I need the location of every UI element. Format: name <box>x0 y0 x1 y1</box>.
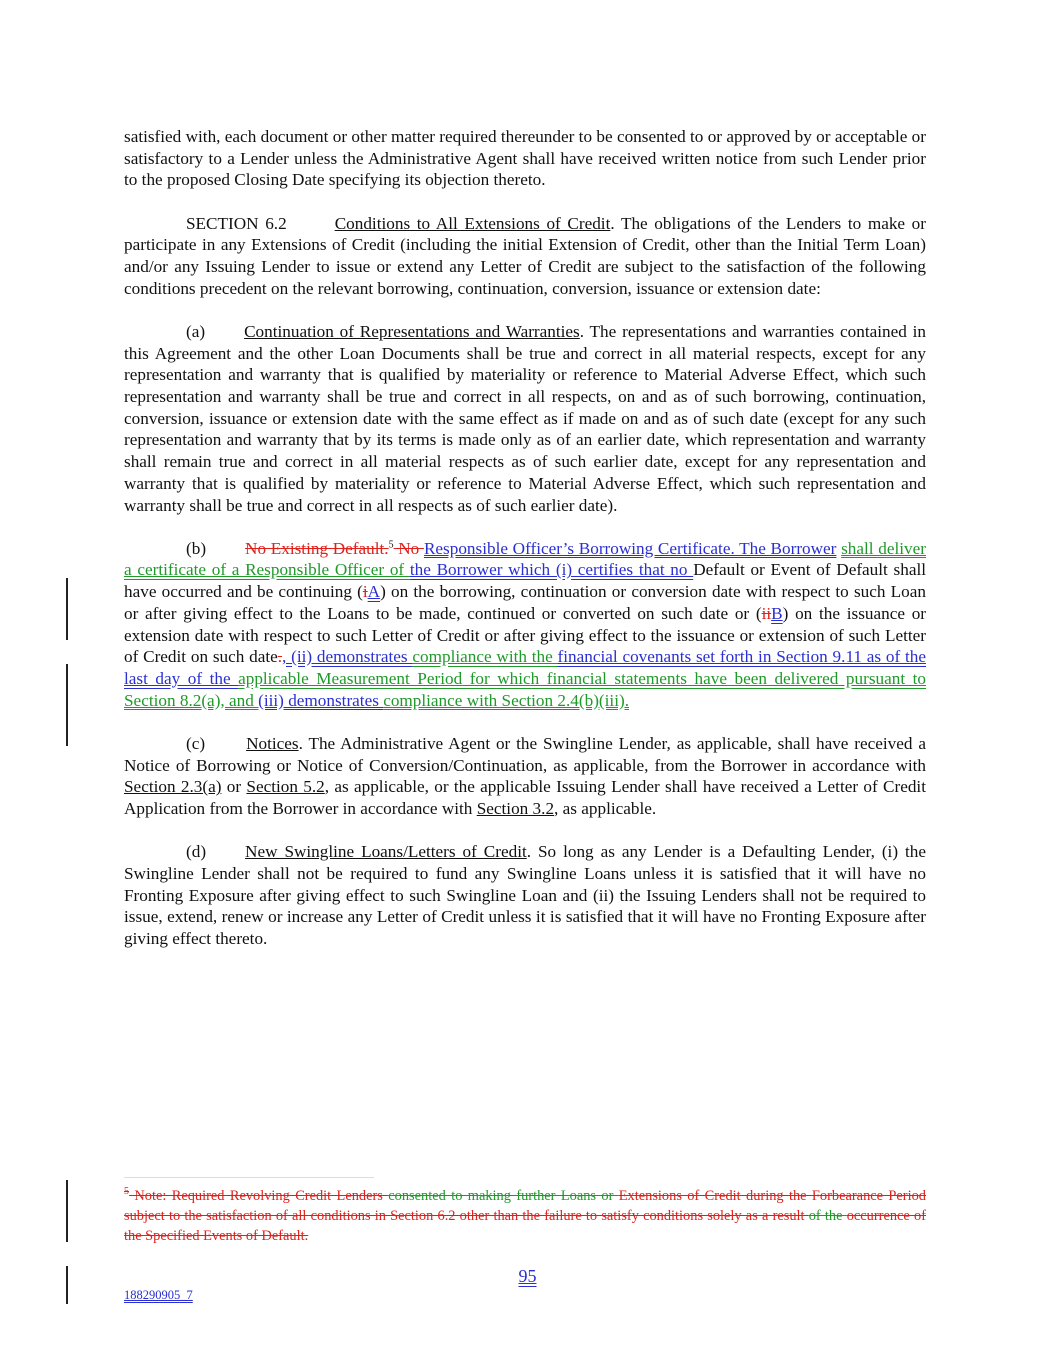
para-a-body: . The representations and warranties contained in this Agreement and the other Loan Documents shall be true and correct in all material respects, except for any representation and warranty that is qualified by materiality or reference to Material Adverse Effect, which such representation and warranty shall be true and correct in all respects, on and as of such borrowing, continuation, conversion, issuance or extension date with the same effect as if made on and as of such date (except for any such representation and warranty that by its terms is made only as of an earlier date, which representation and warranty shall remain true and correct in all material respects as of such earlier date, except for any representation and warranty that is qualified by materiality or reference to Material Adverse Effect, which such representation and warranty shall be true and correct in all respects as of such earlier date). <box>124 321 927 515</box>
change-bar <box>66 578 68 640</box>
footnote-separator <box>124 1177 374 1178</box>
inserted-B: B <box>771 603 783 623</box>
paragraph-a <box>124 321 926 516</box>
moved-text-1: shall deliver a certificate of a Responsible Officer of <box>124 538 926 580</box>
footnote-moved-2: of the <box>808 1207 847 1224</box>
para-c-heading: Notices <box>246 733 299 753</box>
moved-text-4: compliance with Section 2.4(b)(iii). <box>383 690 629 710</box>
deleted-no: No <box>393 538 424 558</box>
para-c-text-4: , as applicable. <box>554 798 657 818</box>
para-c-text-3: , as applicable, or the applicable Issuing Lender shall have received a Letter of Credit Application from the Borrower in accordance with <box>124 777 926 818</box>
para-a-heading: Continuation of Representations and Warranties <box>244 321 580 341</box>
para-b-text-2: ) on the borrowing, continuation or conversion date with respect to such Loan or after giving effect to the Loans to be made, continued or converted on such date or ( <box>124 582 926 623</box>
para-d-body: . So long as any Lender is a Defaulting Lender, (i) the Swingline Lender shall not be required to fund any Swingline Loans unless it is satisfied that it will have no Fronting Exposure after giving effect to such Swingline Loan and (ii) the Issuing Lenders shall not be required to issue, extend, renew or increase any Letter of Credit unless it is satisfied that it will have no Fronting Exposure after giving effect thereto. <box>124 842 926 948</box>
section-body: . The obligations of the Lenders to make or participate in any Extensions of Credit (including the initial Extension of Credit, other than the Initial Term Loan) and/or any Issuing Lender to issue or extend any Letter of Credit are subject to the satisfaction of the following conditions precedent on the relevant borrowing, continuation, conversion, issuance or extension date: <box>124 213 926 298</box>
change-bar <box>66 664 68 746</box>
paragraph-c <box>124 733 926 820</box>
document-id: 188290905_7 <box>124 1288 193 1302</box>
deleted-heading: No Existing Default. <box>245 538 389 558</box>
footnote-moved-1: consented to making further Loans or <box>388 1187 619 1204</box>
paragraph-d <box>124 841 926 950</box>
para-b-text-1: Default or Event of Default shall have occurred and be continuing ( <box>124 560 926 602</box>
section-heading: Conditions to All Extensions of Credit <box>334 213 611 233</box>
inserted-text-4: (iii) demonstrates <box>258 690 384 710</box>
section-ref-2-3a[interactable]: Section 2.3(a) <box>124 777 222 797</box>
footnote-deleted-2: Extensions of Credit during the Forbearance Period subject to the satisfaction of all conditions in Section 6.2 other than the failure to satisfy conditions solely as a result <box>124 1187 926 1224</box>
para-d-label: (d) <box>186 842 207 862</box>
deleted-i: i <box>362 582 368 602</box>
footnote-reference[interactable]: 5 <box>388 539 394 551</box>
footnote <box>124 1182 926 1246</box>
intro-paragraph: satisfied with, each document or other matter required thereunder to be consented to or approved by or acceptable or satisfactory to a Lender unless the Administrative Agent shall have received written notice from such Lender prior to the proposed Closing Date specifying its objection thereto. <box>124 127 926 190</box>
section-ref-5-2[interactable]: Section 5.2 <box>246 777 325 797</box>
deleted-period: . <box>277 647 283 667</box>
change-bar <box>66 1180 68 1242</box>
section-6-2-paragraph <box>124 213 926 300</box>
footnote-number: 5 <box>124 1186 129 1197</box>
section-ref-3-2[interactable]: Section 3.2 <box>476 798 555 818</box>
para-a-label: (a) <box>186 321 206 341</box>
document-body <box>124 126 926 971</box>
paragraph-b <box>124 538 926 712</box>
inserted-heading: Responsible Officer’s Borrowing Certificate. The Borrower <box>423 538 837 558</box>
para-b-text-3: ) on the issuance or extension date with respect to such Letter of Credit or after giving effect to the issuance or extension of such Letter of Credit on such date <box>124 603 927 667</box>
moved-text-3: applicable Measurement Period for which financial statements have been delivered pursuant to Section 8.2(a), and <box>124 668 926 710</box>
inserted-text-3: financial covenants set forth in Section 9.11 as of the last day of the <box>124 647 926 688</box>
page-number: 95 <box>518 1266 537 1286</box>
inserted-text-1: the Borrower which (i) certifies that no <box>409 560 694 580</box>
inserted-text-2: , (ii) demonstrates <box>282 647 413 667</box>
deleted-ii: ii <box>761 603 772 623</box>
inserted-A: A <box>367 582 381 602</box>
para-d-heading: New Swingline Loans/Letters of Credit <box>245 842 527 862</box>
section-number: SECTION 6.2 <box>186 213 287 233</box>
para-b-label: (b) <box>186 538 207 558</box>
para-c-label: (c) <box>186 733 206 753</box>
footnote-deleted-1: Note: Required Revolving Credit Lenders <box>129 1187 389 1204</box>
footnote-deleted-3: occurrence of the Specified Events of Default. <box>124 1207 926 1244</box>
para-c-text-2: or <box>221 777 247 797</box>
moved-text-2: compliance with the <box>412 647 558 667</box>
para-c-text-1: . The Administrative Agent or the Swingline Lender, as applicable, shall have received a Notice of Borrowing or Notice of Conversion/Continuation, as applicable, from the Borrower in accordance with <box>124 733 926 775</box>
